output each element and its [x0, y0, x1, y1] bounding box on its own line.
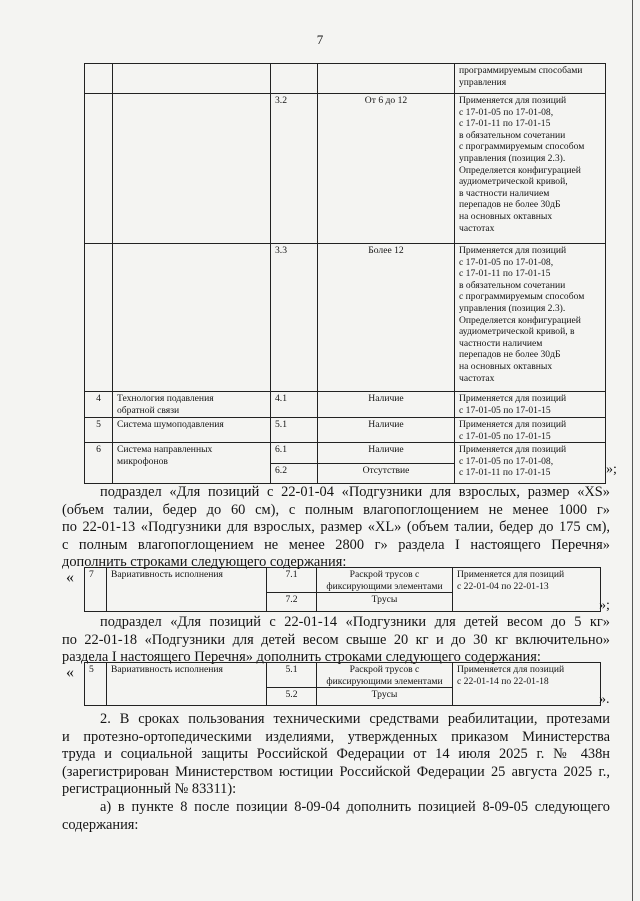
- note-cell: Применяется для позиций с 17-01-05 по 17-01-15: [455, 418, 606, 443]
- adult-diapers-table: [84, 567, 601, 612]
- table-row: [85, 568, 601, 593]
- note-cell: Применяется для позиций с 17-01-05 по 17-01-08, с 17-01-11 по 17-01-15 в обязательном сочетании с программируемым способом управления (позиция 2.3). Определяется конфигурацией аудиометрической кривой, в частности наличием перепадов не более 30дБ на основных октавных частотах: [455, 244, 606, 392]
- table-closing-quote: »;: [606, 462, 617, 477]
- number-cell: 7: [85, 568, 107, 612]
- table-row: [85, 64, 606, 94]
- value-cell: Трусы: [317, 593, 453, 612]
- note-cell: Применяется для позиций с 22-01-14 по 22-01-18: [453, 663, 601, 706]
- name-cell: Вариативность исполнения: [107, 663, 267, 706]
- paragraph-usage-periods: 2. В сроках пользования техническими средствами реабилитации, протезами и протезно-ортопедическими изделиями, утвержденных приказом Министерства труда и социальной защиты Российской Федерации от 14 июля 2025 г. № 438н (зарегистрирован Министерством юстиции Российской Федерации 25 августа 2025 г., регистрационный № 83311):: [62, 711, 610, 798]
- code-cell: 7.1: [267, 568, 317, 593]
- table-opening-quote: «: [66, 569, 74, 586]
- name-cell: Технология подавления обратной связи: [113, 392, 271, 418]
- table-row: [85, 244, 606, 392]
- table-closing-quote: »;: [599, 598, 610, 613]
- paragraph-item-8: а) в пункте 8 после позиции 8-09-04 дополнить позицией 8-09-05 следующего содержания:: [62, 799, 610, 833]
- code-cell: 3.3: [271, 244, 318, 392]
- note-cell: программируемым способами управления: [455, 64, 606, 94]
- paragraph-child-diapers: подраздел «Для позиций с 22-01-14 «Подгузники для детей весом до 5 кг» по 22-01-18 «Подгузники для детей весом свыше 20 кг и до 30 кг включительно» раздела I настоящего Перечня» дополнить строками следующего содержания:: [62, 614, 610, 666]
- value-cell: От 6 до 12: [318, 94, 455, 244]
- child-diapers-table: [84, 662, 601, 706]
- number-cell: 5: [85, 663, 107, 706]
- note-cell: Применяется для позиций с 17-01-05 по 17-01-15: [455, 392, 606, 418]
- code-cell: 7.2: [267, 593, 317, 612]
- table-row: [85, 94, 606, 244]
- code-cell: 3.2: [271, 94, 318, 244]
- value-cell: Наличие: [318, 392, 455, 418]
- number-cell: 5: [85, 418, 113, 443]
- code-cell: 5.1: [271, 418, 318, 443]
- code-cell: 5.1: [267, 663, 317, 688]
- code-cell: 6.1: [271, 443, 318, 464]
- number-cell: 4: [85, 392, 113, 418]
- code-cell: 6.2: [271, 464, 318, 484]
- table-closing-quote: ».: [599, 692, 610, 707]
- table-opening-quote: «: [66, 664, 74, 681]
- table-row: [85, 392, 606, 418]
- value-cell: Более 12: [318, 244, 455, 392]
- number-cell: 6: [85, 443, 113, 484]
- code-cell: 5.2: [267, 688, 317, 706]
- page-number: 7: [316, 32, 324, 47]
- scan-edge-line: [632, 0, 633, 901]
- code-cell: 4.1: [271, 392, 318, 418]
- paragraph-adult-diapers: подраздел «Для позиций с 22-01-04 «Подгузники для взрослых, размер «XS» (объем талии, бедер до 60 см), с полным влагопоглощением не менее 1000 г» по 22-01-13 «Подгузники для взрослых, размер «XL» (объем талии, бедер до 175 см), с полным влагопоглощением не менее 2800 г» раздела I настоящего Перечня» дополнить строками следующего содержания:: [62, 484, 610, 571]
- value-cell: Раскрой трусов с фиксирующими элементами: [317, 568, 453, 593]
- value-cell: Отсутствие: [318, 464, 455, 484]
- table-row: [85, 418, 606, 443]
- name-cell: Вариативность исполнения: [107, 568, 267, 612]
- table-row: [85, 663, 601, 688]
- note-cell: Применяется для позиций с 22-01-04 по 22-01-13: [453, 568, 601, 612]
- value-cell: Раскрой трусов с фиксирующими элементами: [317, 663, 453, 688]
- table-row: [85, 443, 606, 464]
- value-cell: Трусы: [317, 688, 453, 706]
- note-cell: Применяется для позиций с 17-01-05 по 17-01-08, с 17-01-11 по 17-01-15 в обязательном сочетании с программируемым способом управления (позиция 2.3). Определяется конфигурацией аудиометрической кривой, в частности наличием перепадов не более 30дБ на основных октавных частотах: [455, 94, 606, 244]
- name-cell: Система шумоподавления: [113, 418, 271, 443]
- name-cell: Система направленных микрофонов: [113, 443, 271, 484]
- value-cell: Наличие: [318, 418, 455, 443]
- value-cell: Наличие: [318, 443, 455, 464]
- note-cell: Применяется для позиций с 17-01-05 по 17-01-08, с 17-01-11 по 17-01-15: [455, 443, 606, 484]
- hearing-aid-parameters-table: [84, 63, 606, 484]
